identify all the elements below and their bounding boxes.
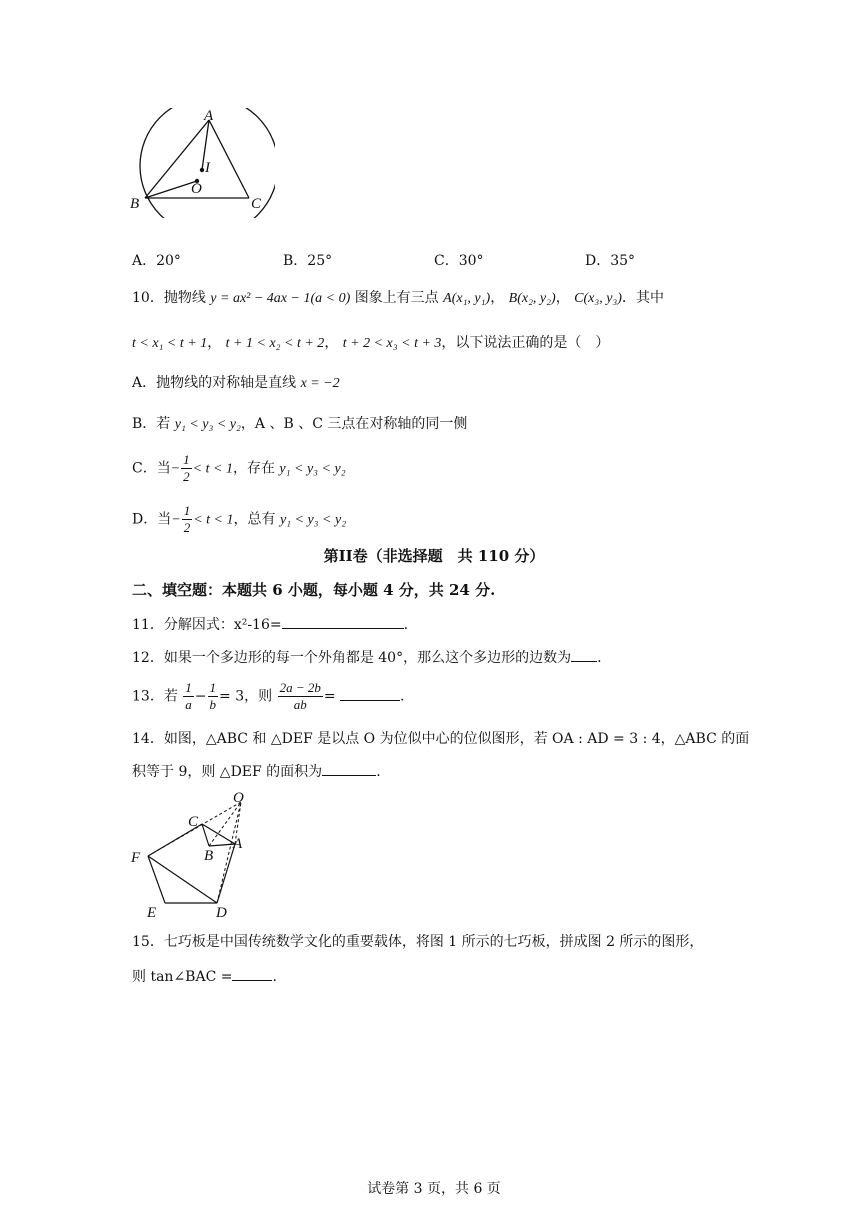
- section-title: 第II卷（非选择题 共 110 分）: [323, 547, 545, 565]
- q15-line2: 则 tan∠BAC = .: [132, 966, 277, 987]
- q10-option-a: A．抛物线的对称轴是直线 x = −2: [132, 375, 340, 391]
- label-E: E: [147, 905, 157, 921]
- q15-line1: 15．七巧板是中国传统数学文化的重要载体，将图 1 所示的七巧板，拼成图 2 所示的图形，: [132, 934, 704, 950]
- label-I: I: [205, 160, 210, 176]
- circle-triangle-figure: [125, 108, 275, 218]
- point-I: [200, 168, 204, 172]
- q10-option-b: B．若 y₁ < y₃ < y₂，A 、B 、C 三点在对称轴的同一侧: [132, 416, 468, 432]
- q10-point-c: C(x₃, y₃): [574, 291, 622, 306]
- q9-option-b: B．25°: [283, 253, 333, 269]
- label-O: O: [191, 181, 202, 197]
- label-O: O: [233, 790, 244, 806]
- q14-line2: 积等于 9，则 △DEF 的面积为 .: [132, 761, 381, 782]
- part2-heading: 二、填空题：本题共 6 小题，每小题 4 分，共 24 分.: [132, 581, 496, 599]
- q10-point-a: A(x₁, y₁): [443, 291, 491, 306]
- q14-line1: 14．如图，△ABC 和 △DEF 是以点 O 为位似中心的位似图形，若 OA : AD = 3 : 4，△ABC 的面: [132, 731, 750, 747]
- q9-option-c: C．30°: [434, 253, 484, 269]
- answer-blank[interactable]: [232, 966, 272, 981]
- answer-blank[interactable]: [322, 761, 376, 776]
- q10-conditions: t < x₁ < t + 1， t + 1 < x₂ < t + 2， t + 2 < x₃ < t + 3，以下说法正确的是（ ）: [132, 335, 610, 351]
- q10-option-c: C．当− $\frac{1}{2}$ < t < 1，存在 y₁ < y₃ < y₂: [132, 452, 346, 484]
- q10-option-d: D．当− $\frac{1}{2}$ < t < 1，总有 y₁ < y₃ < y₂: [132, 503, 347, 535]
- q9-option-d: D．35°: [585, 253, 636, 269]
- answer-blank[interactable]: [340, 686, 400, 701]
- q10-equation: y = ax² − 4ax − 1(a < 0): [210, 291, 351, 306]
- fraction-half: $\frac{1}{2}$: [183, 452, 190, 484]
- q11: 11．分解因式：x²-16= .: [132, 614, 408, 635]
- page-footer: 试卷第 3 页，共 6 页: [367, 1181, 501, 1197]
- fraction-half: $\frac{1}{2}$: [183, 503, 191, 535]
- q9-option-a: A．20°: [132, 253, 181, 269]
- label-A: A: [233, 836, 243, 852]
- answer-blank[interactable]: [571, 647, 597, 662]
- q13: 13．若 $\frac{1}{a}$ − $\frac{1}{b}$ = 3，则 $\frac{2a - 2b}{ab}$ = .: [132, 680, 405, 712]
- q10-stem: 10．抛物线 y = ax² − 4ax − 1(a < 0) 图象上有三点 A(x₁, y₁)， B(x₂, y₂)， C(x₃, y₃)．其中: [132, 290, 664, 306]
- label-B: B: [204, 848, 214, 864]
- q12: 12．如果一个多边形的每一个外角都是 40°，那么这个多边形的边数为 .: [132, 647, 602, 668]
- label-A: A: [204, 108, 214, 124]
- homothety-figure: [125, 786, 265, 922]
- label-F: F: [131, 850, 141, 866]
- label-C: C: [251, 196, 262, 212]
- answer-blank[interactable]: [282, 614, 404, 629]
- q10-point-b: B(x₂, y₂): [508, 291, 556, 306]
- label-D: D: [216, 905, 227, 921]
- segment-AC: [209, 120, 249, 198]
- label-C: C: [188, 814, 199, 830]
- label-B: B: [130, 196, 140, 212]
